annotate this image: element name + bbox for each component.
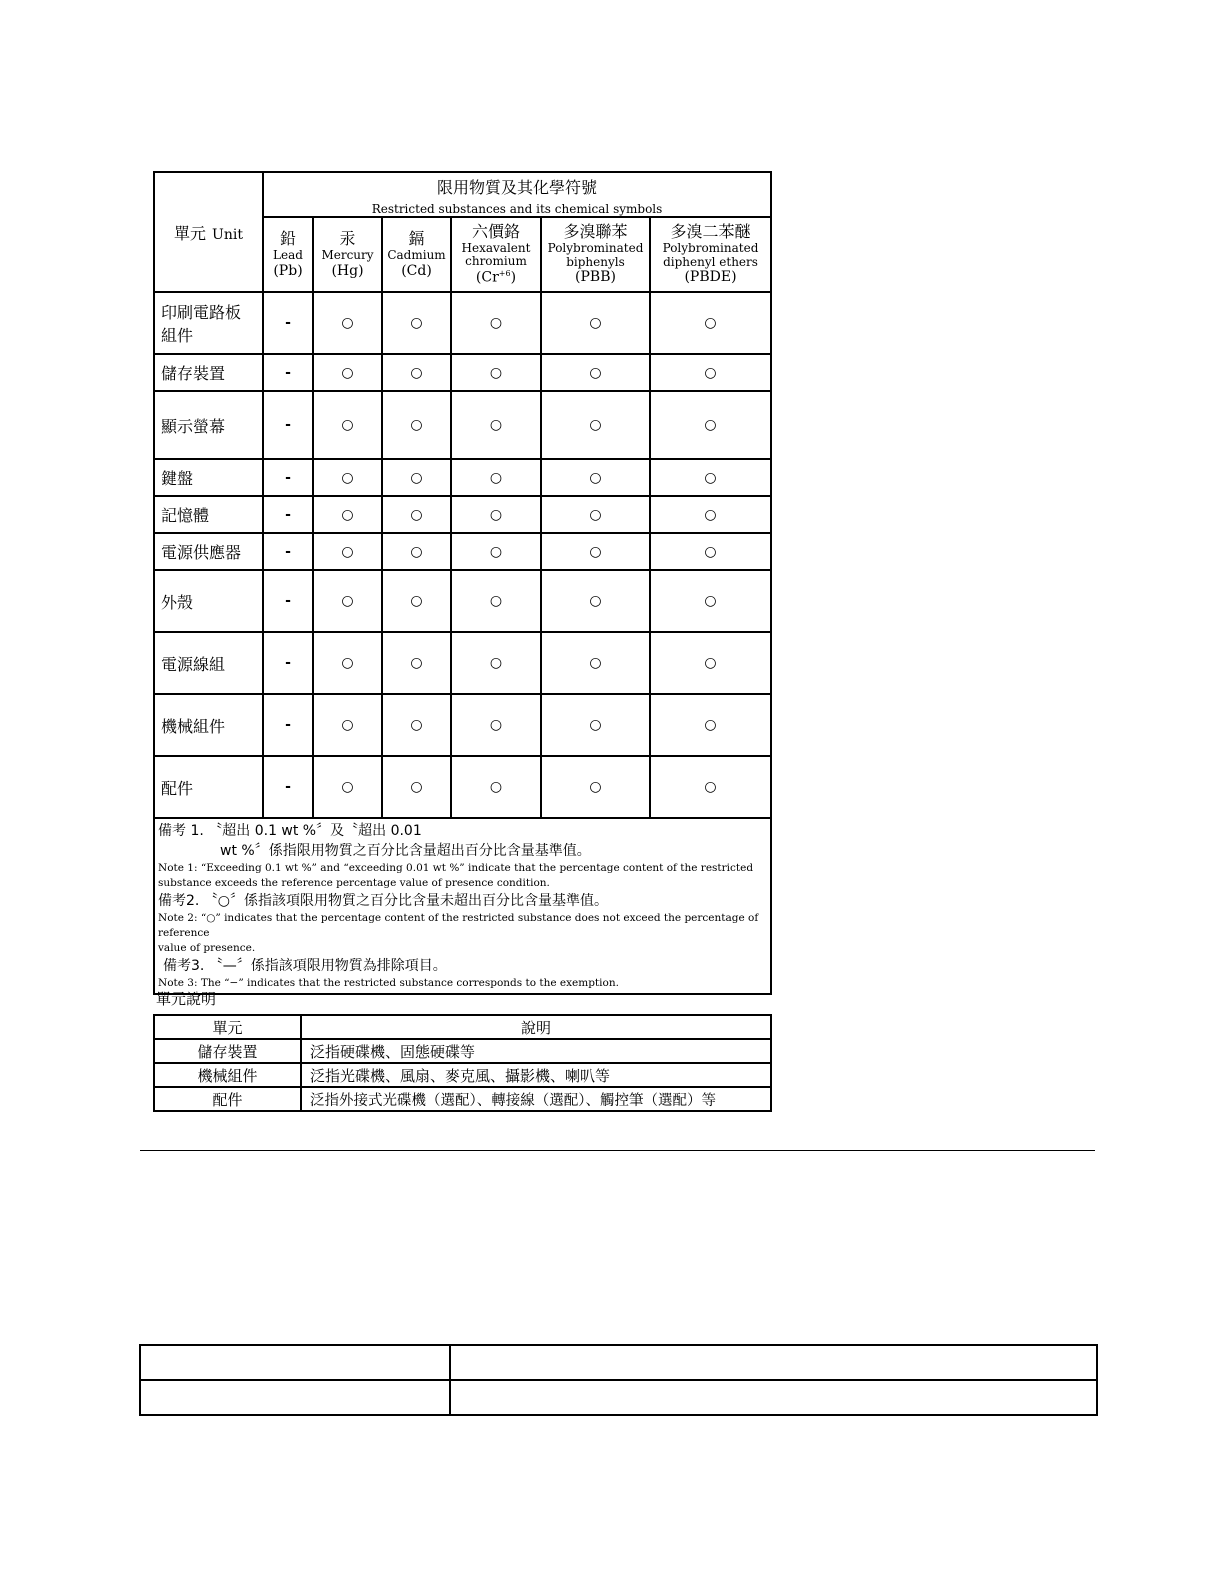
value-cell: ○ xyxy=(451,533,541,570)
value-cell: - xyxy=(263,354,313,391)
substance-zh: 六價鉻 xyxy=(471,222,520,242)
row-label: 外殼 xyxy=(154,570,263,632)
value-cell: - xyxy=(263,632,313,694)
value-cell: ○ xyxy=(451,694,541,756)
value-cell: ○ xyxy=(541,391,650,459)
row-label: 機械組件 xyxy=(154,694,263,756)
empty-table xyxy=(139,1344,1098,1416)
value-cell: - xyxy=(263,533,313,570)
substance-en: Hexavalent xyxy=(461,240,531,255)
header-unit: 單元 xyxy=(154,1015,301,1039)
value-cell: ○ xyxy=(650,533,771,570)
description-cell: 泛指光碟機、風扇、麥克風、攝影機、喇叭等 xyxy=(301,1063,771,1087)
substances-title-en: Restricted substances and its chemical symbols xyxy=(371,202,663,216)
table-row xyxy=(154,391,771,459)
row-label: 電源供應器 xyxy=(154,533,263,570)
value-cell: ○ xyxy=(541,756,650,818)
value-cell: ○ xyxy=(650,354,771,391)
value-cell: ○ xyxy=(313,632,382,694)
table-row xyxy=(140,1345,1097,1380)
horizontal-divider xyxy=(140,1150,1095,1151)
substance-zh: 汞 xyxy=(339,229,356,249)
value-cell: ○ xyxy=(541,694,650,756)
unit-header-cell xyxy=(154,172,263,292)
value-cell: ○ xyxy=(451,756,541,818)
value-cell: ○ xyxy=(313,292,382,354)
value-cell: ○ xyxy=(451,354,541,391)
note-3-zh: 備考3. 〝—〞係指該項限用物質為排除項目。 xyxy=(163,958,447,974)
description-cell: 泛指硬碟機、固態硬碟等 xyxy=(301,1039,771,1063)
note-1-en-continued: substance exceeds the reference percentage value of presence condition. xyxy=(158,877,550,889)
value-cell: - xyxy=(263,459,313,496)
value-cell: ○ xyxy=(382,756,451,818)
value-cell: ○ xyxy=(382,533,451,570)
note-2-en-continued: value of presence. xyxy=(158,942,256,954)
value-cell: ○ xyxy=(382,459,451,496)
value-cell: - xyxy=(263,570,313,632)
value-cell: ○ xyxy=(650,391,771,459)
substance-zh: 多溴聯苯 xyxy=(563,222,628,242)
value-cell: ○ xyxy=(650,292,771,354)
table-row xyxy=(154,570,771,632)
substance-en: biphenyls xyxy=(566,254,625,269)
value-cell: - xyxy=(263,694,313,756)
substance-header-lead xyxy=(263,217,313,292)
value-cell: ○ xyxy=(313,354,382,391)
value-cell: ○ xyxy=(541,292,650,354)
substance-symbol: (Pb) xyxy=(273,262,303,279)
table-row xyxy=(154,1063,771,1087)
substances-title-zh: 限用物質及其化學符號 xyxy=(436,178,597,197)
table-row xyxy=(154,533,771,570)
row-label: 儲存裝置 xyxy=(154,354,263,391)
row-label: 電源線組 xyxy=(154,632,263,694)
substance-zh: 多溴二苯醚 xyxy=(670,222,751,242)
note-2-zh: 備考2. 〝○〞係指該項限用物質之百分比含量未超出百分比含量基準值。 xyxy=(158,893,609,909)
restricted-substances-table xyxy=(153,171,772,995)
substance-en: Mercury xyxy=(321,247,374,262)
value-cell: ○ xyxy=(382,570,451,632)
note-1-zh-continued: wt %〞係指限用物質之百分比含量超出百分比含量基準值。 xyxy=(220,843,591,859)
value-cell: ○ xyxy=(451,570,541,632)
substance-header-pbde xyxy=(650,217,771,292)
note-1-en: Note 1: “Exceeding 0.1 wt %” and “exceeding 0.01 wt %” indicate that the percentage content of the restricted xyxy=(158,862,754,874)
row-label: 記憶體 xyxy=(154,496,263,533)
substance-symbol: (Hg) xyxy=(331,262,364,279)
unit-cell: 機械組件 xyxy=(154,1063,301,1087)
note-2-en: Note 2: “○” indicates that the percentage content of the restricted substance does not exceed the percentage of reference xyxy=(158,912,759,939)
table-row xyxy=(154,1039,771,1063)
table-row xyxy=(154,292,771,354)
empty-cell xyxy=(140,1380,450,1415)
value-cell: ○ xyxy=(382,391,451,459)
empty-cell xyxy=(450,1345,1097,1380)
substance-header-cadmium xyxy=(382,217,451,292)
substances-title-cell xyxy=(263,172,771,217)
value-cell: ○ xyxy=(313,496,382,533)
value-cell: ○ xyxy=(313,694,382,756)
row-label-line: 組件 xyxy=(161,326,194,345)
substance-en: chromium xyxy=(465,254,527,269)
row-label-line: 印刷電路板 xyxy=(161,303,242,322)
empty-cell xyxy=(140,1345,450,1380)
value-cell: ○ xyxy=(313,459,382,496)
header-description: 說明 xyxy=(301,1015,771,1039)
value-cell: ○ xyxy=(650,570,771,632)
value-cell: ○ xyxy=(313,391,382,459)
value-cell: ○ xyxy=(650,459,771,496)
row-label: 顯示螢幕 xyxy=(154,391,263,459)
substance-en: Polybrominated xyxy=(547,240,644,255)
symbol-base: (Cr xyxy=(475,269,499,286)
row-label: 鍵盤 xyxy=(154,459,263,496)
value-cell: ○ xyxy=(382,496,451,533)
table-row xyxy=(154,496,771,533)
value-cell: - xyxy=(263,391,313,459)
value-cell: ○ xyxy=(650,496,771,533)
substance-symbol: (Cd) xyxy=(401,262,432,279)
value-cell: ○ xyxy=(451,391,541,459)
row-label xyxy=(154,292,263,354)
table-row xyxy=(154,694,771,756)
unit-cell: 配件 xyxy=(154,1087,301,1111)
unit-header-zh: 單元 xyxy=(174,223,207,243)
value-cell: ○ xyxy=(650,756,771,818)
substance-header-hexavalent-chromium xyxy=(451,217,541,292)
value-cell: ○ xyxy=(313,756,382,818)
empty-cell xyxy=(450,1380,1097,1415)
value-cell: ○ xyxy=(541,533,650,570)
substance-en: Cadmium xyxy=(387,247,446,262)
value-cell: - xyxy=(263,496,313,533)
substance-symbol xyxy=(452,269,540,286)
description-cell: 泛指外接式光碟機（選配）、轉接線（選配）、觸控筆（選配）等 xyxy=(301,1087,771,1111)
value-cell: ○ xyxy=(451,496,541,533)
value-cell: - xyxy=(263,756,313,818)
unit-cell: 儲存裝置 xyxy=(154,1039,301,1063)
table-row xyxy=(154,756,771,818)
value-cell: ○ xyxy=(541,632,650,694)
substance-en: Lead xyxy=(273,247,303,262)
value-cell: ○ xyxy=(451,292,541,354)
value-cell: ○ xyxy=(650,694,771,756)
note-1-zh: 備考 1. 〝超出 0.1 wt %〞及〝超出 0.01 xyxy=(158,823,422,839)
value-cell: ○ xyxy=(382,354,451,391)
substance-symbol: (PBB) xyxy=(575,269,616,286)
unit-description-title: 單元說明 xyxy=(156,990,217,1008)
value-cell: ○ xyxy=(541,354,650,391)
symbol-superscript: +6 xyxy=(498,269,511,279)
table-row xyxy=(154,1087,771,1111)
unit-header-en: Unit xyxy=(212,226,243,243)
value-cell: ○ xyxy=(382,632,451,694)
value-cell: ○ xyxy=(382,694,451,756)
row-label: 配件 xyxy=(154,756,263,818)
substance-symbol: (PBDE) xyxy=(684,269,737,286)
value-cell: ○ xyxy=(650,632,771,694)
value-cell: - xyxy=(263,292,313,354)
value-cell: ○ xyxy=(541,496,650,533)
value-cell: ○ xyxy=(313,533,382,570)
value-cell: ○ xyxy=(541,570,650,632)
substance-zh: 鉛 xyxy=(279,229,296,249)
substance-en: diphenyl ethers xyxy=(663,254,758,269)
symbol-end: ) xyxy=(510,269,517,286)
substance-en: Polybrominated xyxy=(662,240,759,255)
value-cell: ○ xyxy=(382,292,451,354)
table-row xyxy=(140,1380,1097,1415)
value-cell: ○ xyxy=(541,459,650,496)
table-header-row xyxy=(154,1015,771,1039)
unit-description-table xyxy=(153,1014,772,1112)
table-row xyxy=(154,459,771,496)
substance-zh: 鎘 xyxy=(408,229,425,249)
table-row xyxy=(154,354,771,391)
value-cell: ○ xyxy=(451,632,541,694)
value-cell: ○ xyxy=(451,459,541,496)
notes-cell xyxy=(154,818,771,994)
substance-header-mercury xyxy=(313,217,382,292)
substance-header-pbb xyxy=(541,217,650,292)
value-cell: ○ xyxy=(313,570,382,632)
table-row xyxy=(154,632,771,694)
note-3-en: Note 3: The “−” indicates that the restricted substance corresponds to the exemption. xyxy=(158,977,619,989)
